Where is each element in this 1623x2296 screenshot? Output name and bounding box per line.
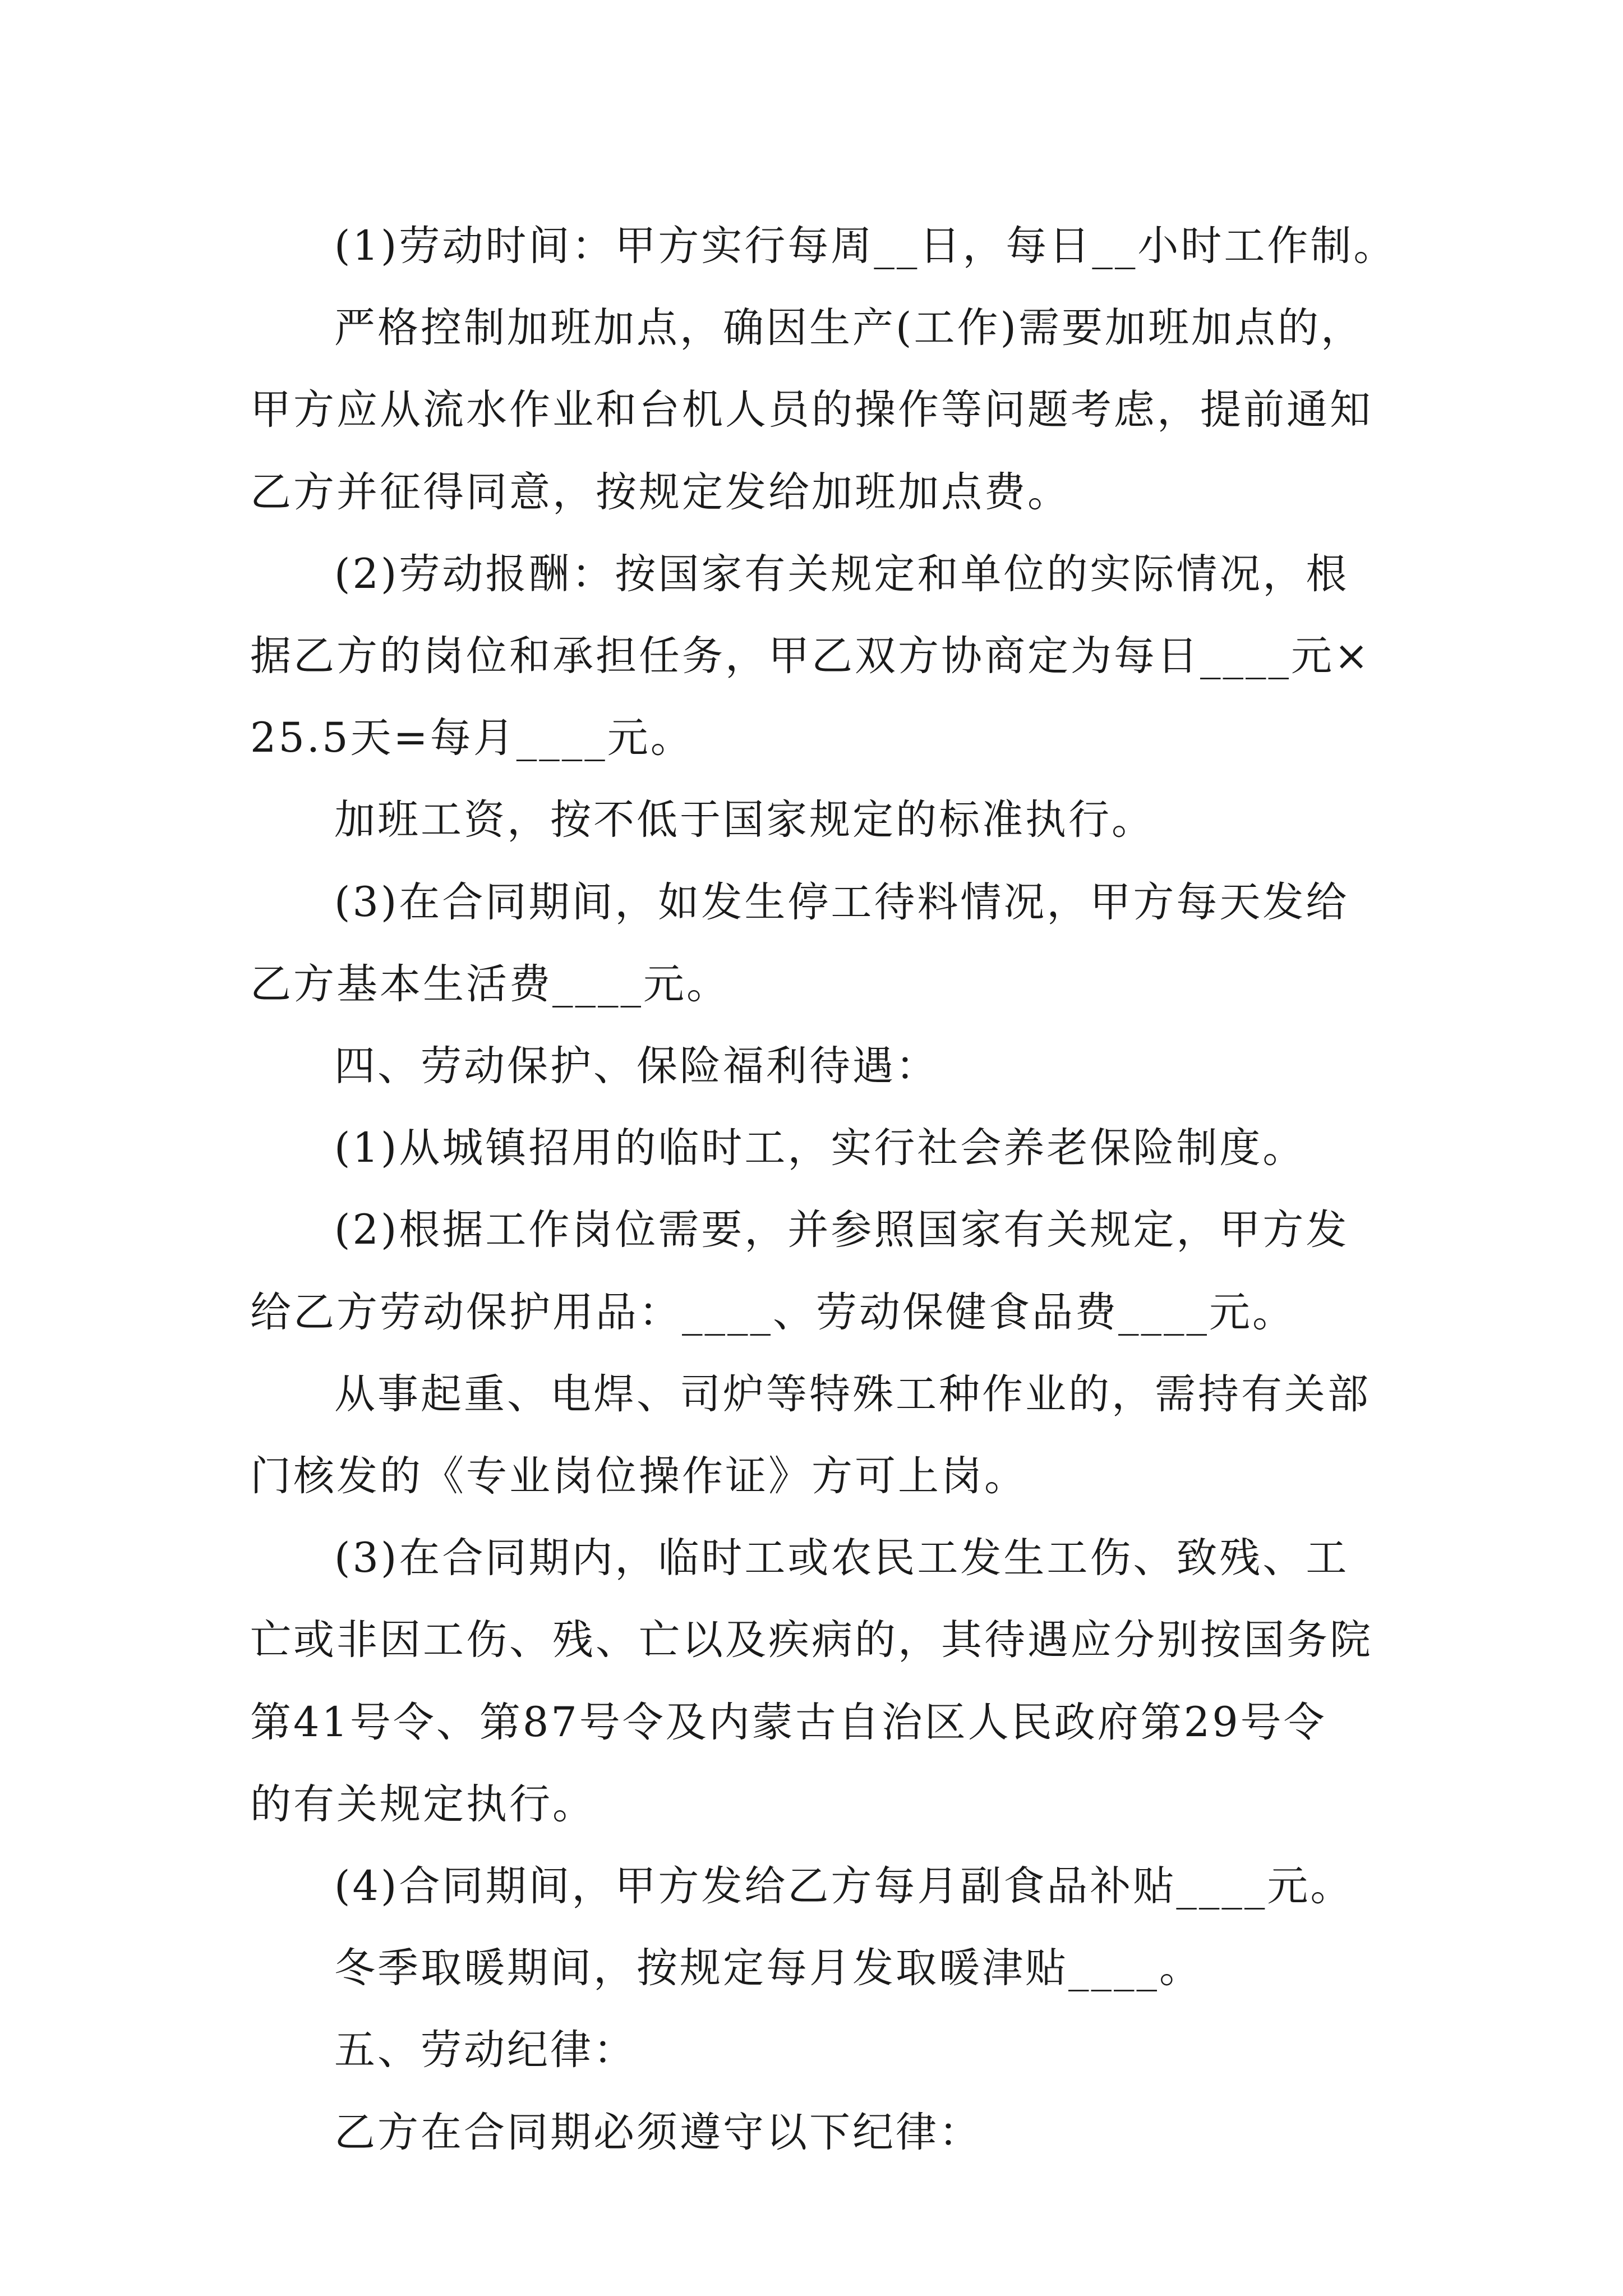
text-line: 第41号令、第87号令及内蒙古自治区人民政府第29号令 [250, 1698, 1327, 1746]
text-line: (4)合同期间，甲方发给乙方每月副食品补贴____元。 [334, 1862, 1354, 1911]
text-line: 乙方并征得同意，按规定发给加班加点费。 [250, 468, 1071, 516]
text-line: 亡或非因工伤、残、亡以及疾病的，其待遇应分别按国务院 [250, 1616, 1373, 1664]
text-line: 严格控制加班加点，确因生产(工作)需要加班加点的， [334, 304, 1364, 352]
text-line: 25.5天=每月____元。 [250, 714, 694, 762]
contract-text-body [250, 205, 1397, 2174]
text-line: (2)根据工作岗位需要，并参照国家有关规定，甲方发 [334, 1206, 1349, 1254]
text-line: 乙方在合同期必须遵守以下纪律： [334, 2108, 982, 2156]
text-line: 据乙方的岗位和承担任务，甲乙双方协商定为每日____元× [250, 632, 1371, 680]
text-line: (1)从城镇招用的临时工，实行社会养老保险制度。 [334, 1124, 1306, 1172]
section-heading: 四、劳动保护、保险福利待遇： [334, 1042, 939, 1091]
text-line: 甲方应从流水作业和台机人员的操作等问题考虑，提前通知 [250, 386, 1373, 434]
text-line: 的有关规定执行。 [250, 1780, 596, 1828]
text-line: (3)在合同期间，如发生停工待料情况，甲方每天发给 [334, 878, 1349, 926]
text-line: (1)劳动时间：甲方实行每周__日，每日__小时工作制。 [334, 222, 1397, 270]
text-line: 乙方基本生活费____元。 [250, 960, 730, 1008]
text-line: 给乙方劳动保护用品：____、劳动保健食品费____元。 [250, 1288, 1295, 1336]
text-line: 冬季取暖期间，按规定每月发取暖津贴____。 [334, 1944, 1202, 1993]
text-line: 从事起重、电焊、司炉等特殊工种作业的，需持有关部 [334, 1370, 1371, 1418]
text-line: 门核发的《专业岗位操作证》方可上岗。 [250, 1452, 1027, 1501]
text-line: 加班工资，按不低于国家规定的标准执行。 [334, 796, 1155, 844]
text-line: (2)劳动报酬：按国家有关规定和单位的实际情况，根 [334, 550, 1349, 598]
section-heading: 五、劳动纪律： [334, 2026, 637, 2074]
text-line: (3)在合同期内，临时工或农民工发生工伤、致残、工 [334, 1534, 1349, 1582]
